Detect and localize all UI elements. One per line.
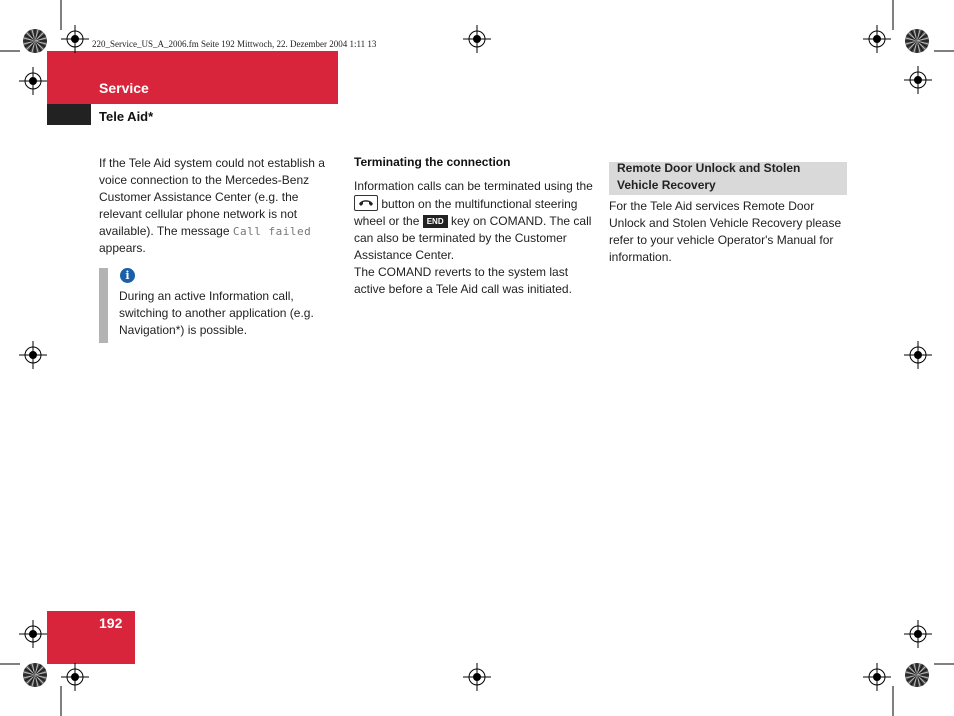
section-title: Service xyxy=(99,80,149,96)
subsection-tab-marker xyxy=(47,104,91,125)
col1-text: If the Tele Aid system could not establish a voice connection to the Mercedes-Benz Customer Assistance Center (e.g. the relevant cellular phone network is not available). The message xyxy=(99,156,325,238)
column-2-paragraph xyxy=(354,178,594,298)
registration-mark xyxy=(19,620,47,648)
section-header-bar xyxy=(47,51,338,104)
registration-mark xyxy=(61,663,89,691)
col2-text-1: Information calls can be terminated using the xyxy=(354,179,593,193)
registration-mark xyxy=(904,620,932,648)
starburst-mark xyxy=(905,663,929,687)
page-number: 192 xyxy=(99,615,123,631)
phone-hangup-icon xyxy=(354,195,378,211)
print-slug: 220_Service_US_A_2006.fm Seite 192 Mittwoch, 22. Dezember 2004 1:11 13 xyxy=(92,39,377,49)
note-text: During an active Information call, switching to another application (e.g. Navigation*) is possible. xyxy=(119,289,314,337)
registration-mark xyxy=(463,25,491,53)
col2-text-3: key on COMAND. The call can also be terminated by the Customer Assistance Center. xyxy=(354,214,592,262)
terminating-heading: Terminating the connection xyxy=(354,155,511,169)
col1-text-end: appears. xyxy=(99,241,146,255)
note-bar xyxy=(99,268,108,343)
starburst-mark xyxy=(23,29,47,53)
column-1-paragraph xyxy=(99,155,339,257)
registration-mark xyxy=(904,66,932,94)
registration-mark xyxy=(19,341,47,369)
registration-mark xyxy=(863,663,891,691)
message-call-failed: Call failed xyxy=(232,225,312,238)
registration-mark xyxy=(463,663,491,691)
starburst-mark xyxy=(905,29,929,53)
col2-text-4: The COMAND reverts to the system last active before a Tele Aid call was initiated. xyxy=(354,265,572,296)
registration-mark xyxy=(863,25,891,53)
subsection-title: Tele Aid* xyxy=(99,109,154,124)
col2-text-2: button on the multifunctional steering wheel or the xyxy=(354,197,578,228)
end-key-icon: END xyxy=(423,215,448,228)
remote-door-heading: Remote Door Unlock and Stolen Vehicle Recovery xyxy=(617,161,801,192)
starburst-mark xyxy=(23,663,47,687)
registration-mark xyxy=(61,25,89,53)
info-icon: i xyxy=(120,268,135,283)
registration-mark xyxy=(19,67,47,95)
registration-mark xyxy=(904,341,932,369)
column-3-paragraph: For the Tele Aid services Remote Door Unlock and Stolen Vehicle Recovery please refer to your vehicle Operator's Manual for information. xyxy=(609,199,842,264)
